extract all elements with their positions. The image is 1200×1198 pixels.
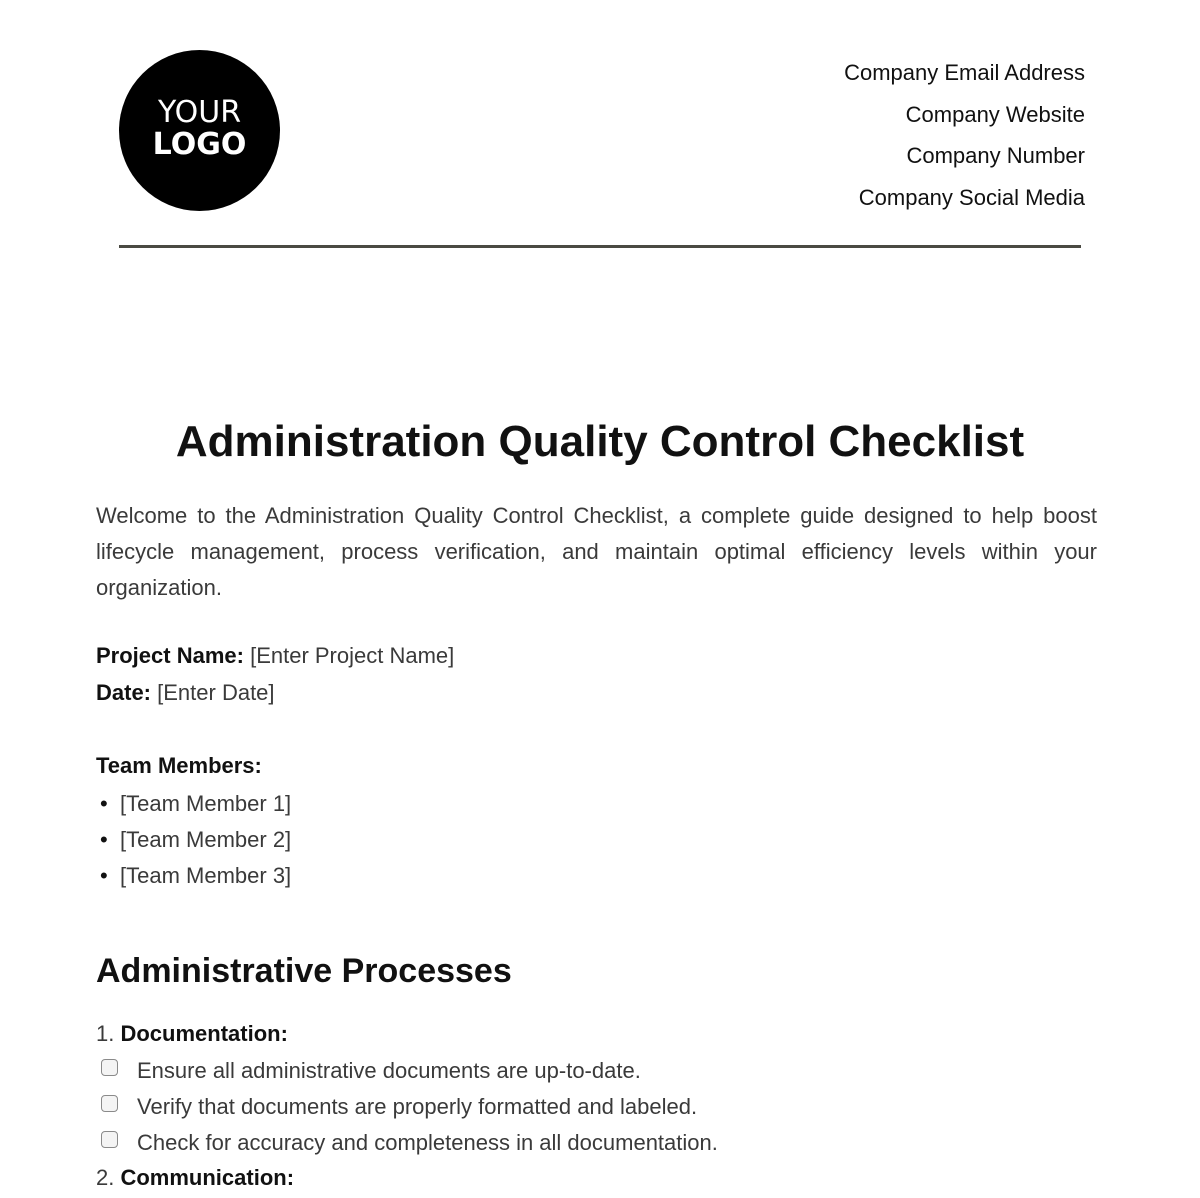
date-label: Date: — [96, 680, 152, 705]
bullet-icon: • — [100, 791, 108, 816]
project-name-label: Project Name: — [96, 643, 244, 668]
team-member-2[interactable]: [Team Member 2] — [120, 827, 292, 852]
list-item — [100, 822, 291, 858]
company-social-media: Company Social Media — [858, 184, 1085, 210]
subsection-title: Communication: — [120, 1165, 295, 1190]
document-title: Administration Quality Control Checklist — [175, 417, 1025, 466]
checkbox[interactable] — [101, 1059, 118, 1076]
checklist-item — [101, 1125, 718, 1161]
date-line — [96, 680, 275, 706]
company-contact-block — [844, 52, 1085, 218]
checklist-item — [101, 1089, 718, 1125]
date-value[interactable]: [Enter Date] — [157, 680, 275, 705]
checklist-item-text: Check for accuracy and completeness in all documentation. — [137, 1130, 718, 1155]
team-member-1[interactable]: [Team Member 1] — [120, 791, 292, 816]
list-item — [100, 858, 291, 894]
bullet-icon: • — [100, 863, 108, 888]
company-website: Company Website — [905, 101, 1085, 127]
header-divider — [119, 245, 1081, 248]
company-number: Company Number — [906, 143, 1085, 168]
team-members-list — [100, 786, 291, 894]
company-email: Company Email Address — [844, 60, 1085, 85]
logo-text-logo: LOGO — [152, 126, 247, 162]
checklist-item-text: Verify that documents are properly formatted and labeled. — [137, 1094, 698, 1119]
team-member-3[interactable]: [Team Member 3] — [120, 863, 292, 888]
subsection-heading-communication — [96, 1165, 294, 1191]
list-item — [100, 786, 291, 822]
intro-paragraph: Welcome to the Administration Quality Control Checklist, a complete guide designed to help boost lifecycle management, process verification, and maintain optimal efficiency levels within your organization. — [96, 503, 1097, 600]
documentation-checklist — [101, 1053, 718, 1161]
subsection-heading-documentation — [96, 1021, 288, 1047]
project-name-value[interactable]: [Enter Project Name] — [250, 643, 455, 668]
subsection-title: Documentation: — [120, 1021, 288, 1046]
bullet-icon: • — [100, 827, 108, 852]
logo-text-your: YOUR — [157, 94, 242, 130]
checklist-item-text: Ensure all administrative documents are up-to-date. — [137, 1058, 641, 1083]
company-logo — [119, 50, 280, 211]
project-name-line — [96, 643, 454, 669]
section-title-administrative-processes: Administrative Processes — [96, 952, 512, 990]
team-members-heading: Team Members: — [96, 753, 262, 778]
subsection-number: 2. — [96, 1165, 115, 1190]
checkbox[interactable] — [101, 1095, 118, 1112]
subsection-number: 1. — [96, 1021, 115, 1046]
checkbox[interactable] — [101, 1131, 118, 1148]
checklist-item — [101, 1053, 718, 1089]
